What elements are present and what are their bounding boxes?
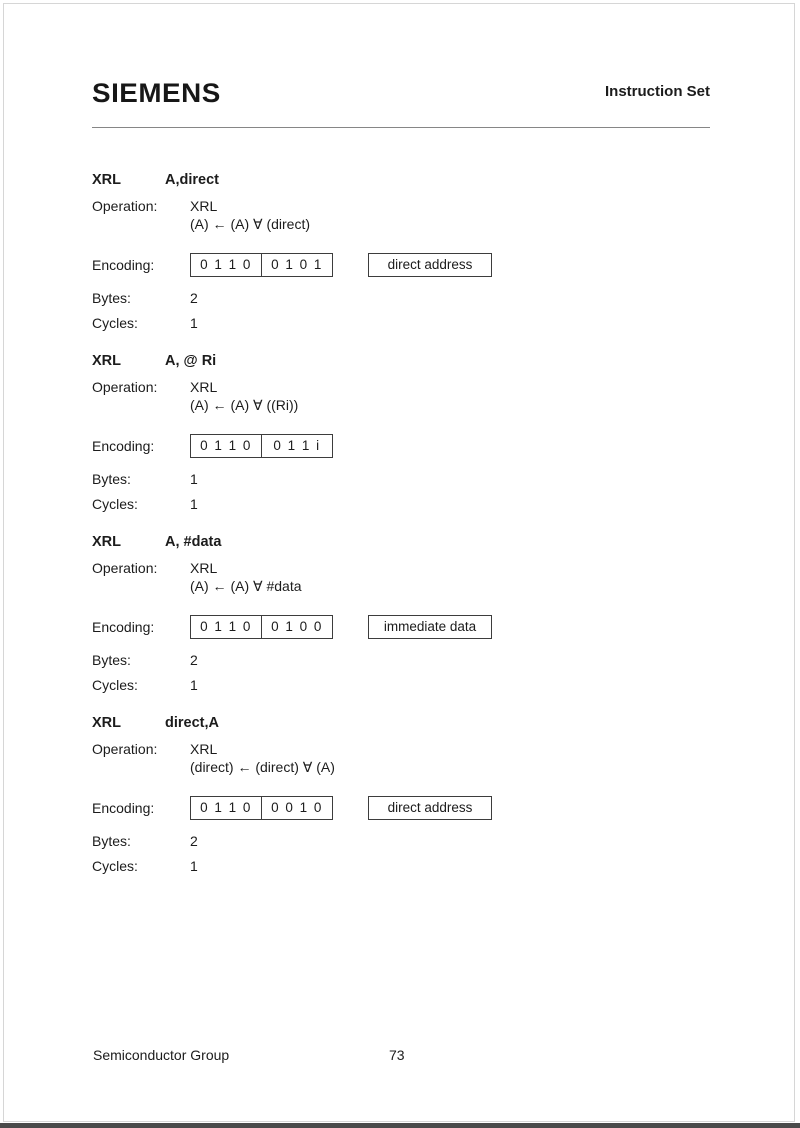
opcode-low-nibble: 0 1 0 1	[271, 257, 323, 272]
encoding-label: Encoding:	[92, 619, 155, 635]
cycles-value: 1	[190, 677, 198, 693]
operand-byte-box: direct address	[368, 253, 492, 277]
cycles-row	[92, 495, 710, 513]
instruction-block-xrl-direct-a	[92, 714, 710, 875]
instruction-block-xrl-a-ri	[92, 352, 710, 513]
header-divider	[92, 127, 710, 128]
bytes-label: Bytes:	[92, 471, 131, 487]
encoding-label: Encoding:	[92, 438, 155, 454]
cycles-row	[92, 314, 710, 332]
page-bottom-edge	[0, 1123, 800, 1128]
opcode-high-nibble: 0 1 1 0	[191, 254, 262, 276]
cycles-label: Cycles:	[92, 315, 138, 331]
opcode-low-nibble: 0 1 0 0	[271, 619, 323, 634]
operation-label: Operation:	[92, 741, 158, 757]
encoding-row	[92, 433, 710, 459]
bytes-label: Bytes:	[92, 290, 131, 306]
instruction-mnemonic: XRL	[92, 534, 121, 550]
opcode-low-nibble: 0 1 1 i	[273, 438, 321, 453]
bytes-row	[92, 289, 710, 307]
bytes-value: 2	[190, 652, 198, 668]
opcode-box	[190, 253, 333, 277]
operation-row	[92, 559, 710, 595]
bytes-value: 1	[190, 471, 198, 487]
cycles-label: Cycles:	[92, 496, 138, 512]
instruction-heading	[92, 714, 710, 732]
operation-name: XRL	[190, 379, 218, 395]
encoding-row	[92, 252, 710, 278]
operation-label: Operation:	[92, 379, 158, 395]
cycles-row	[92, 857, 710, 875]
opcode-low-nibble: 0 0 1 0	[271, 800, 323, 815]
bytes-row	[92, 832, 710, 850]
instruction-operands: direct,A	[165, 715, 219, 731]
instruction-heading	[92, 352, 710, 370]
instruction-mnemonic: XRL	[92, 715, 121, 731]
instruction-block-xrl-a-data	[92, 533, 710, 694]
operation-label: Operation:	[92, 560, 158, 576]
instruction-mnemonic: XRL	[92, 353, 121, 369]
instruction-heading	[92, 171, 710, 189]
bytes-label: Bytes:	[92, 833, 131, 849]
operand-byte-box: immediate data	[368, 615, 492, 639]
cycles-value: 1	[190, 496, 198, 512]
footer-page-number: 73	[389, 1047, 405, 1063]
encoding-row	[92, 614, 710, 640]
operation-formula: (A) ← (A) ∀ ((Ri))	[190, 397, 299, 413]
header-section-title: Instruction Set	[604, 83, 710, 100]
operation-name: XRL	[190, 560, 218, 576]
instruction-mnemonic: XRL	[92, 172, 121, 188]
page-header	[92, 4, 710, 107]
cycles-label: Cycles:	[92, 858, 138, 874]
instruction-operands: A,direct	[165, 172, 219, 188]
instruction-list	[92, 171, 710, 875]
bytes-value: 2	[190, 833, 198, 849]
bytes-value: 2	[190, 290, 198, 306]
page-sheet	[3, 3, 795, 1122]
operation-name: XRL	[190, 198, 218, 214]
cycles-value: 1	[190, 315, 198, 331]
cycles-value: 1	[190, 858, 198, 874]
opcode-box	[190, 615, 333, 639]
encoding-label: Encoding:	[92, 800, 155, 816]
cycles-row	[92, 676, 710, 694]
operation-formula: (A) ← (A) ∀ (direct)	[190, 216, 311, 232]
siemens-logo: SIEMENS	[92, 78, 221, 108]
instruction-block-xrl-a-direct	[92, 171, 710, 332]
opcode-box	[190, 434, 333, 458]
operand-byte-box: direct address	[368, 796, 492, 820]
operation-row	[92, 197, 710, 233]
opcode-high-nibble: 0 1 1 0	[191, 616, 262, 638]
instruction-operands: A, #data	[165, 534, 222, 550]
operation-row	[92, 378, 710, 414]
bytes-row	[92, 470, 710, 488]
opcode-box	[190, 796, 333, 820]
opcode-high-nibble: 0 1 1 0	[191, 435, 262, 457]
operation-formula: (A) ← (A) ∀ #data	[190, 578, 302, 594]
operation-name: XRL	[190, 741, 218, 757]
operation-label: Operation:	[92, 198, 158, 214]
operation-row	[92, 740, 710, 776]
cycles-label: Cycles:	[92, 677, 138, 693]
opcode-high-nibble: 0 1 1 0	[191, 797, 262, 819]
operation-formula: (direct) ← (direct) ∀ (A)	[190, 759, 335, 775]
bytes-label: Bytes:	[92, 652, 131, 668]
encoding-label: Encoding:	[92, 257, 155, 273]
bytes-row	[92, 651, 710, 669]
encoding-row	[92, 795, 710, 821]
instruction-heading	[92, 533, 710, 551]
instruction-operands: A, @ Ri	[165, 353, 217, 369]
footer-group-name: Semiconductor Group	[93, 1047, 230, 1063]
